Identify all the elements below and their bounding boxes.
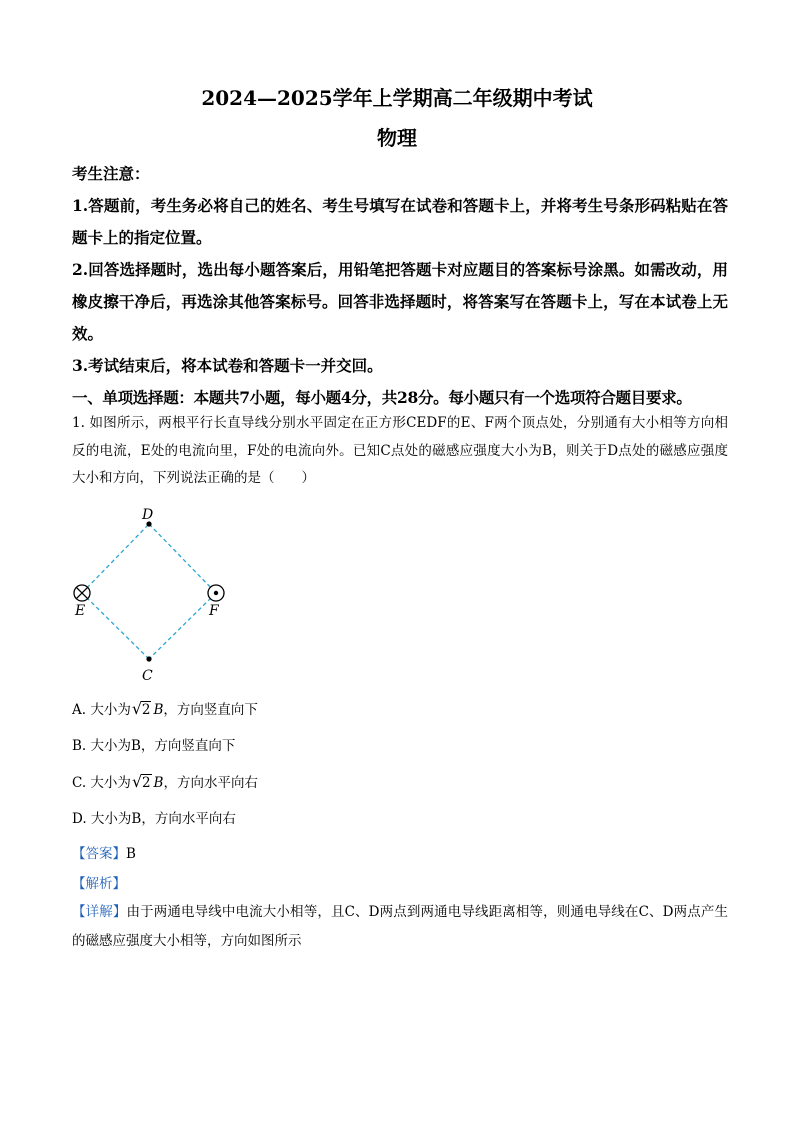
label-d: D [142, 507, 154, 523]
radical-sign-icon: √ [131, 772, 143, 791]
option-a-prefix: A. 大小为 [72, 702, 131, 718]
notice-heading: 考生注意： [72, 164, 150, 183]
option-c-var: B [153, 775, 164, 791]
answer-line [72, 842, 136, 862]
label-f: F [209, 603, 219, 619]
detail-tag: 【详解】 [72, 904, 127, 920]
notice-item-2: 2.回答选择题时，选出每小题答案后，用铅笔把答题卡对应题目的答案标号涂黑。如需改动，用橡皮擦干净后，再选涂其他答案标号。回答非选择题时，将答案写在答题卡上，写在本试卷上无效。 [72, 260, 728, 343]
point-c [146, 656, 151, 661]
option-a[interactable] [72, 698, 258, 718]
option-c[interactable] [72, 771, 258, 791]
detail-paragraph [72, 898, 728, 956]
option-d[interactable]: D. 大小为B，方向水平向右 [72, 811, 236, 827]
subject-title: 物理 [377, 126, 417, 150]
radical-sign-icon: √ [131, 699, 143, 718]
edge-f-c [149, 593, 216, 659]
exam-title: 2024—2025学年上学期高二年级期中考试 [201, 86, 593, 110]
edge-e-d [82, 524, 149, 593]
sqrt-expression [131, 699, 152, 718]
notice-section [72, 158, 728, 414]
sqrt-radicand: 2 [141, 702, 151, 718]
section-heading: 一、单项选择题：本题共7小题，每小题4分，共28分。每小题只有一个选项符合题目要求。 [72, 388, 692, 407]
analysis-line [72, 872, 126, 892]
detail-text: 由于两通电导线中电流大小相等，且C、D两点到两通电导线距离相等，则通电导线在C、D两点产生的磁感应强度大小相等，方向如图所示 [72, 904, 728, 949]
answer-tag: 【答案】 [72, 846, 126, 862]
dashed-square [82, 524, 216, 659]
sqrt-expression [131, 772, 152, 791]
notice-item-3: 3.考试结束后，将本试卷和答题卡一并交回。 [72, 356, 383, 375]
label-c: C [142, 668, 153, 684]
question-1-stem [72, 410, 728, 493]
sqrt-radicand: 2 [141, 775, 151, 791]
detail-section [72, 898, 728, 956]
notice-item-1: 1.答题前，考生务必将自己的姓名、考生号填写在试卷和答题卡上，并将考生号条形码粘贴在答题卡上的指定位置。 [72, 196, 728, 247]
label-e: E [75, 603, 86, 619]
current-out-of-page-icon [208, 585, 224, 601]
option-c-suffix: ，方向水平向右 [163, 775, 258, 791]
edge-d-f [149, 524, 216, 593]
option-a-var: B [153, 702, 164, 718]
option-a-suffix: ，方向竖直向下 [163, 702, 258, 718]
square-figure [60, 500, 240, 690]
question-1-text: 1. 如图所示，两根平行长直导线分别水平固定在正方形CEDF的E、F两个顶点处，分别通有大小相等方向相反的电流，E处的电流向里，F处的电流向外。已知C点处的磁感应强度大小为B，则关于D点处的磁感应强度大小和方向，下列说法正确的是（ ） [72, 415, 728, 486]
edge-c-e [82, 593, 149, 659]
option-c-prefix: C. 大小为 [72, 775, 131, 791]
analysis-tag: 【解析】 [72, 876, 126, 892]
current-into-page-icon [74, 585, 90, 601]
answer-value: B [126, 846, 136, 862]
option-b[interactable]: B. 大小为B，方向竖直向下 [72, 738, 236, 754]
